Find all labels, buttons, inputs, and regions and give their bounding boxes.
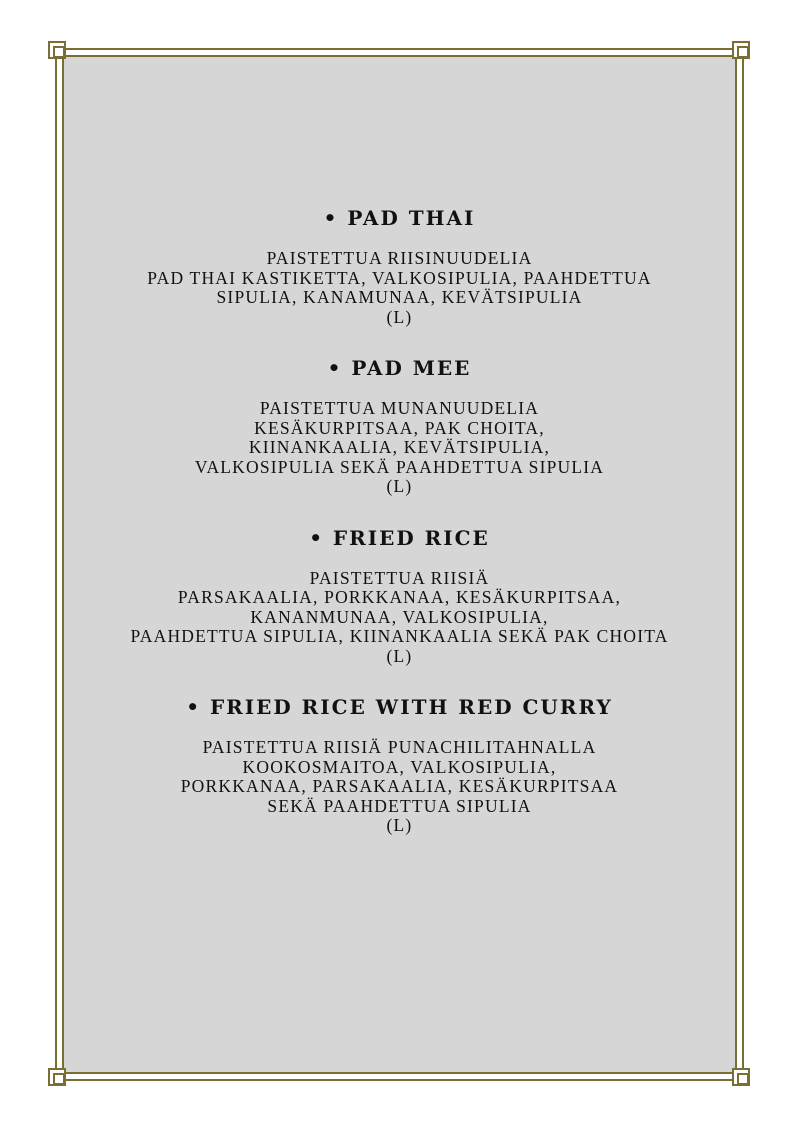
dish-title: • FRIED RICE <box>309 525 490 550</box>
dish-line: PORKKANAA, PARSAKAALIA, KESÄKURPITSAA <box>180 776 619 796</box>
dish-line: VALKOSIPULIA SEKÄ PAAHDETTUA SIPULIA <box>194 456 605 477</box>
diet-label: (L) <box>386 815 413 835</box>
dish-line: PARSAKAALIA, PORKKANAA, KESÄKURPITSAA, <box>177 587 622 607</box>
dish-pad-thai <box>62 205 737 327</box>
dish-line: SEKÄ PAAHDETTUA SIPULIA <box>267 795 532 816</box>
dish-line: KOOKOSMAITOA, VALKOSIPULIA, <box>242 756 557 777</box>
diet-label: (L) <box>386 645 413 666</box>
corner-ornament-top-right <box>732 41 750 59</box>
corner-ornament-top-left <box>48 41 66 59</box>
corner-ornament-bottom-right <box>732 1068 750 1086</box>
dish-fried-rice <box>62 525 737 667</box>
dish-line: KIINANKAALIA, KEVÄTSIPULIA, <box>248 437 551 457</box>
diet-label: (L) <box>386 476 413 496</box>
dish-pad-mee <box>62 355 737 497</box>
dish-title: • PAD THAI <box>323 206 476 230</box>
dish-line: SIPULIA, KANAMUNAA, KEVÄTSIPULIA <box>216 287 583 307</box>
menu-list <box>62 205 737 864</box>
dish-line: PAD THAI KASTIKETTA, VALKOSIPULIA, PAAHDETTUA <box>147 267 652 288</box>
diet-label: (L) <box>386 306 413 327</box>
dish-title: • PAD MEE <box>327 356 472 380</box>
dish-description <box>62 249 737 327</box>
dish-line: PAISTETTUA RIISIÄ <box>309 567 490 588</box>
dish-line: KESÄKURPITSAA, PAK CHOITA, <box>254 417 545 438</box>
dish-description <box>62 569 737 667</box>
dish-description <box>62 738 737 836</box>
dish-fried-rice-red-curry <box>62 694 737 836</box>
dish-line: KANANMUNAA, VALKOSIPULIA, <box>250 606 549 627</box>
dish-line: PAISTETTUA RIISINUUDELIA <box>266 248 533 268</box>
corner-ornament-bottom-left <box>48 1068 66 1086</box>
dish-line: PAISTETTUA MUNANUUDELIA <box>259 398 540 418</box>
dish-title: • FRIED RICE WITH RED CURRY <box>186 695 613 719</box>
dish-description <box>62 399 737 497</box>
dish-line: PAISTETTUA RIISIÄ PUNACHILITAHNALLA <box>202 737 597 757</box>
dish-line: PAAHDETTUA SIPULIA, KIINANKAALIA SEKÄ PAK CHOITA <box>130 626 669 646</box>
